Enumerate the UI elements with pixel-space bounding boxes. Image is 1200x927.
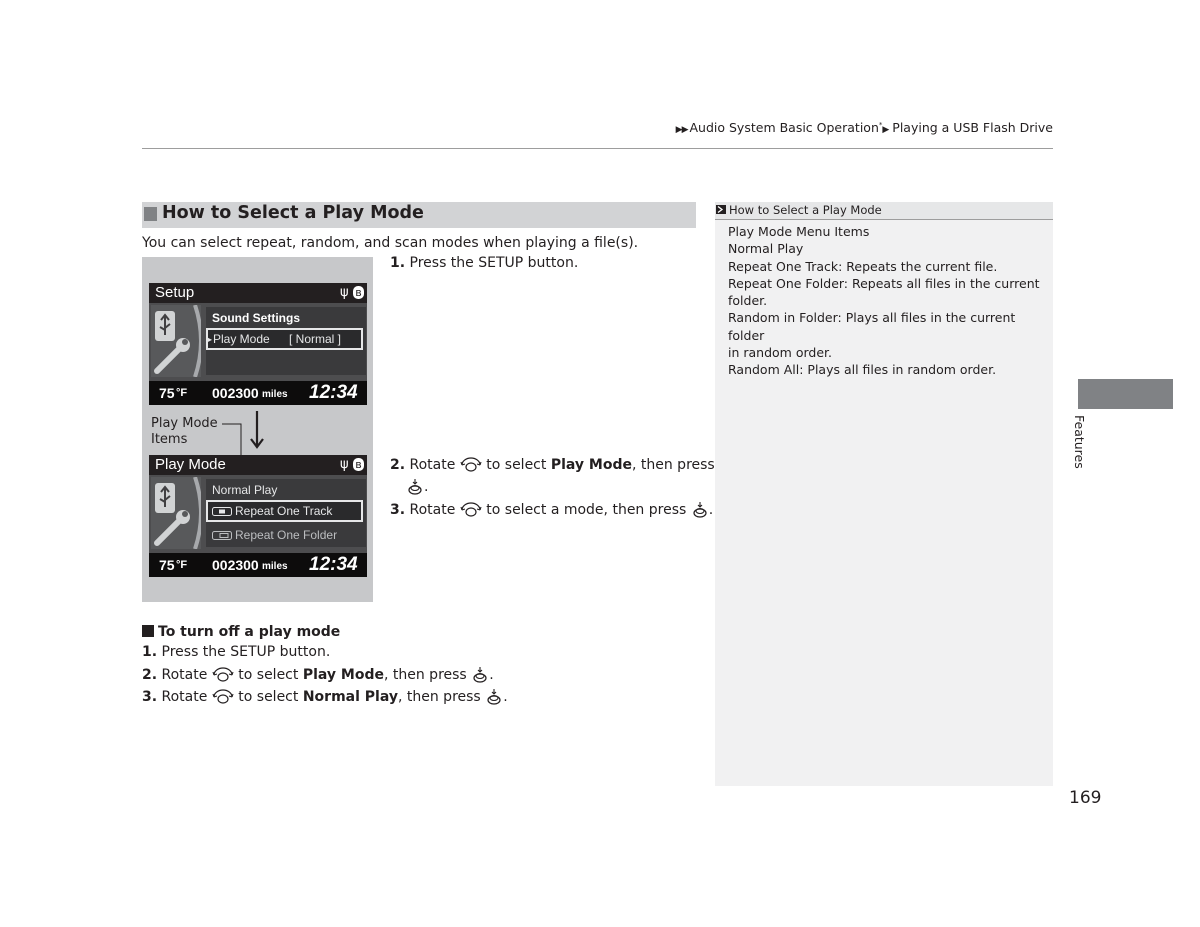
step-text-post: , then press <box>397 689 481 705</box>
menu-cursor-icon: ▸ <box>206 332 213 346</box>
step-end: . <box>424 479 429 495</box>
status-bar <box>149 553 367 577</box>
triangle-icon: ▶ <box>882 125 890 135</box>
notes-line: Random All: Plays all files in random order. <box>728 362 997 378</box>
callout-label <box>151 416 218 448</box>
reference-arrow-icon <box>716 205 726 214</box>
temperature-unit: °F <box>176 387 188 399</box>
temperature: 75 <box>159 557 175 573</box>
double-triangle-icon: ▶▶ <box>675 125 688 135</box>
notes-sidebar <box>715 202 1053 786</box>
chapter-tab <box>1078 379 1173 409</box>
step-bold: Play Mode <box>550 457 632 473</box>
breadcrumb <box>676 120 1053 135</box>
status-bar <box>149 381 367 405</box>
callout-label-line-2: Items <box>151 432 188 447</box>
temperature: 75 <box>159 385 175 401</box>
step-bold: Normal Play <box>302 689 398 705</box>
step-text: Press the SETUP button. <box>161 644 331 660</box>
rotate-knob-icon <box>212 688 234 706</box>
repeat-folder-icon <box>212 531 232 540</box>
temperature-unit: °F <box>176 559 188 571</box>
step-text-pre: Rotate <box>161 689 208 705</box>
screen-title: Play Mode <box>149 455 367 475</box>
chapter-tab-label <box>1072 415 1102 475</box>
menu-item-play-mode: Play Mode <box>213 332 270 346</box>
rotate-knob-icon <box>460 501 482 519</box>
step-2 <box>390 456 715 474</box>
sub-step-3 <box>142 688 508 706</box>
step-number: 3. <box>142 689 158 705</box>
step-1 <box>390 254 578 272</box>
step-bold: Play Mode <box>302 667 384 683</box>
step-2-cont <box>406 478 428 496</box>
step-text-mid: to select <box>238 667 299 683</box>
notes-line: in random order. <box>728 345 832 361</box>
rotate-knob-icon <box>212 666 234 684</box>
notes-body <box>728 223 1046 379</box>
usb-status-icon: ψ <box>340 285 349 300</box>
notes-line: Random in Folder: Plays all files in the current folder <box>728 310 1016 343</box>
sub-step-1 <box>142 643 330 661</box>
clock: 12:34 <box>309 382 358 403</box>
list-item: Repeat One Folder <box>235 528 338 542</box>
step-text-pre: Rotate <box>409 502 456 518</box>
step-number: 1. <box>390 255 406 271</box>
press-knob-icon <box>691 501 709 519</box>
page-number: 169 <box>1069 788 1102 808</box>
play-mode-list <box>206 479 366 547</box>
press-knob-icon <box>471 666 489 684</box>
notes-heading: How to Select a Play Mode <box>729 203 882 217</box>
step-3 <box>390 501 713 519</box>
header-rule <box>142 148 1053 149</box>
step-text-pre: Rotate <box>409 457 456 473</box>
step-number: 3. <box>390 502 406 518</box>
notes-heading-bar <box>715 202 1053 220</box>
step-text-post: , then press <box>383 667 467 683</box>
step-text: Press the SETUP button. <box>409 255 579 271</box>
square-bullet-icon <box>142 625 154 637</box>
notes-line: folder. <box>728 293 768 309</box>
chapter-tab-text: Features <box>1072 415 1087 469</box>
menu-item-value: [ Normal ] <box>289 332 342 346</box>
play-mode-screen <box>149 455 367 577</box>
sub-step-2 <box>142 666 494 684</box>
step-number: 2. <box>390 457 406 473</box>
odometer-unit: miles <box>262 389 288 400</box>
callout-label-line-1: Play Mode <box>151 416 218 431</box>
bluetooth-icon: ʙ <box>353 286 364 299</box>
list-item: Normal Play <box>212 483 278 497</box>
setup-screen <box>149 283 367 405</box>
breadcrumb-asterisk: * <box>878 120 883 129</box>
press-knob-icon <box>485 688 503 706</box>
step-number: 2. <box>142 667 158 683</box>
settings-menu <box>206 307 366 375</box>
notes-line: Repeat One Track: Repeats the current file. <box>728 258 998 274</box>
step-number: 1. <box>142 644 158 660</box>
step-text-mid: to select <box>238 689 299 705</box>
press-knob-icon <box>406 478 424 496</box>
display-illustration <box>142 257 373 602</box>
heading-square-icon <box>144 207 157 221</box>
step-end: . <box>503 689 508 705</box>
clock: 12:34 <box>309 554 358 575</box>
odometer-unit: miles <box>262 561 288 572</box>
breadcrumb-part-1: Audio System Basic Operation <box>689 120 879 135</box>
bluetooth-icon: ʙ <box>353 458 364 471</box>
step-text-mid: to select <box>486 457 547 473</box>
intro-text: You can select repeat, random, and scan modes when playing a file(s). <box>142 235 639 251</box>
usb-status-icon: ψ <box>340 457 349 472</box>
step-text-pre: Rotate <box>161 667 208 683</box>
screen-title: Setup <box>149 283 367 303</box>
odometer: 002300 <box>212 385 259 401</box>
subsection-heading-text: To turn off a play mode <box>158 624 341 640</box>
subsection-heading <box>142 623 340 641</box>
menu-header: Sound Settings <box>212 311 300 325</box>
step-end: . <box>489 667 494 683</box>
section-heading-bar <box>142 202 696 228</box>
step-end: . <box>708 502 714 518</box>
usb-wrench-icon <box>151 305 201 377</box>
odometer: 002300 <box>212 557 259 573</box>
notes-line: Normal Play <box>728 241 804 257</box>
rotate-knob-icon <box>460 456 482 474</box>
section-heading: How to Select a Play Mode <box>162 203 424 223</box>
list-item: Repeat One Track <box>235 504 333 518</box>
step-text-mid: to select a mode, then press <box>486 502 687 518</box>
breadcrumb-part-2: Playing a USB Flash Drive <box>892 120 1053 135</box>
usb-wrench-icon <box>151 477 201 549</box>
step-text-post: , then press <box>631 457 715 473</box>
repeat-track-icon <box>212 507 232 516</box>
notes-line: Repeat One Folder: Repeats all files in the current <box>728 275 1040 291</box>
notes-line: Play Mode Menu Items <box>728 224 870 239</box>
